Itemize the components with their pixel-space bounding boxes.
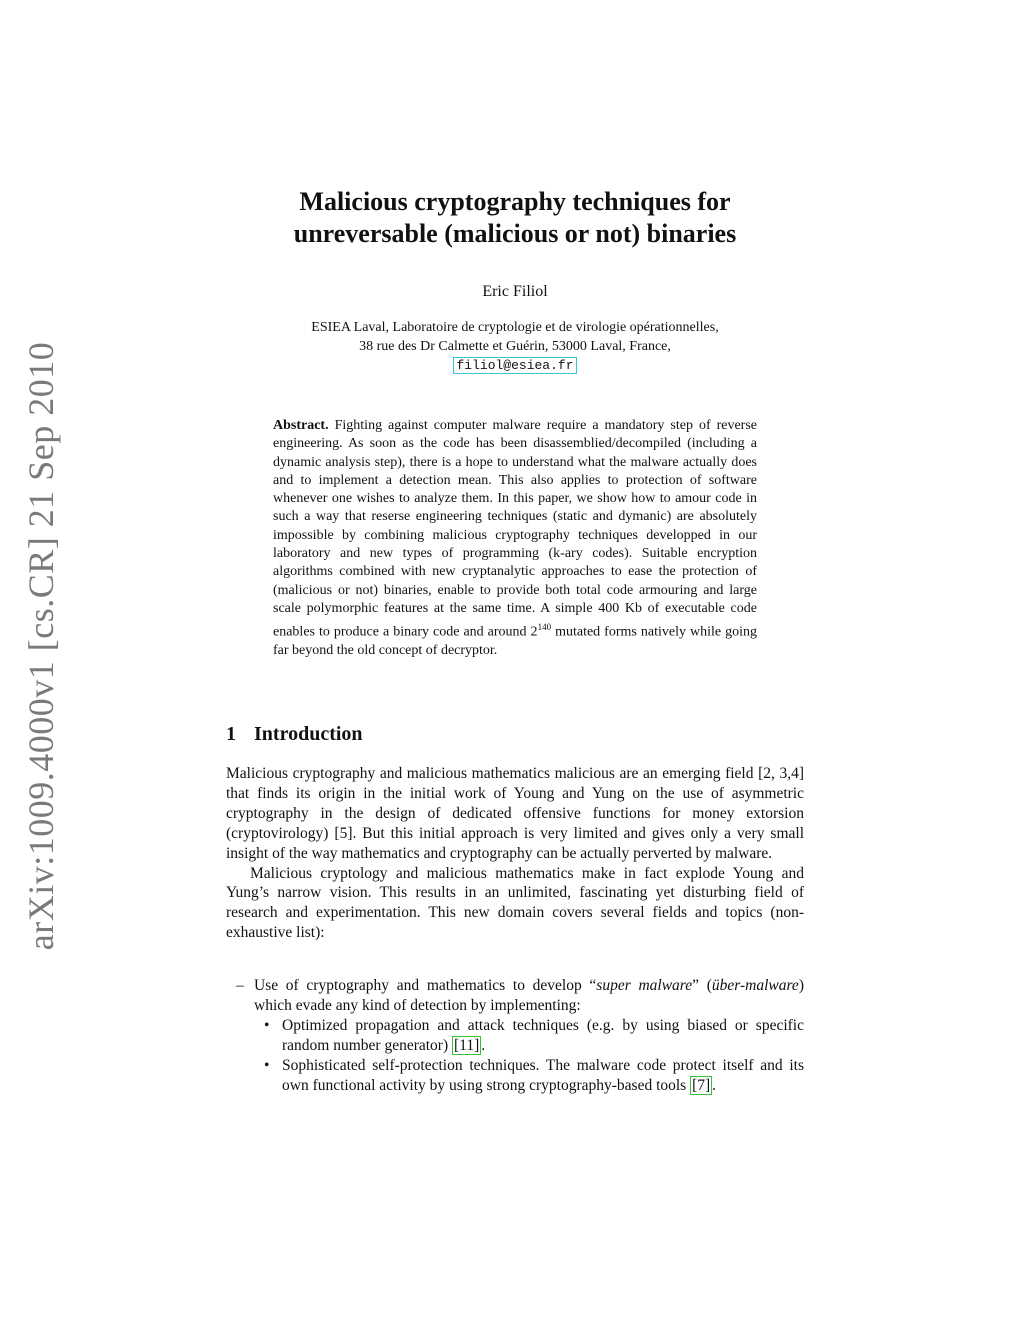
abstract bbox=[273, 417, 757, 661]
abstract-text-end: mutated forms natively while going far beyond the old concept of decryptor. bbox=[273, 624, 757, 659]
title-line-2: unreversable (malicious or not) binaries bbox=[293, 219, 737, 248]
author-name: Eric Filiol bbox=[482, 283, 548, 300]
arxiv-side-stamp bbox=[10, 341, 72, 951]
punctuation: . bbox=[712, 1076, 717, 1094]
dash-marker: – bbox=[236, 977, 244, 994]
citation-link[interactable]: [11] bbox=[454, 1036, 480, 1054]
introduction-body bbox=[226, 764, 804, 943]
paragraph-2: Malicious cryptology and malicious mathematics make in fact explode Young and Yung’s narrow vision. This results in an unlimited, fascinating yet disturbing field of research and experimentation. This new domain covers several fields and topics (non-exhaustive list): bbox=[226, 864, 804, 942]
list-item bbox=[226, 976, 804, 1095]
sub-list bbox=[254, 1016, 804, 1096]
abstract-exponent: 140 bbox=[537, 622, 552, 633]
paragraph-1: Malicious cryptography and malicious mathematics malicious are an emerging field [2, 3,4] that finds its origin in the initial work of Young and Yung on the use of asymmetric cryptography in the design of dedicated offensive functions for money extorsion (cryptovirology) [5]. But this initial approach is very limited and gives only a very small insight of the way mathematics and cryptography can be actually perverted by malware. bbox=[226, 765, 804, 862]
bullet-marker: • bbox=[264, 1016, 270, 1034]
list-item-emphasis: über-malware bbox=[711, 977, 799, 994]
punctuation: . bbox=[481, 1036, 486, 1054]
author-email-link[interactable]: filiol@esiea.fr bbox=[453, 357, 576, 374]
section-heading-introduction bbox=[226, 723, 363, 746]
section-number: 1 bbox=[226, 723, 236, 745]
list-item-text: ” ( bbox=[692, 977, 712, 994]
affiliation-line-2: 38 rue des Dr Calmette et Guérin, 53000 Laval, France, bbox=[359, 339, 671, 354]
topics-list bbox=[226, 976, 804, 1095]
list-item-text: ) which evade any kind of detection by implementing: bbox=[254, 977, 804, 1014]
paper-title bbox=[210, 186, 820, 250]
sub-list-item bbox=[254, 1016, 804, 1056]
abstract-text: Fighting against computer malware require a mandatory step of reverse engineering. As soon as the code has been disassemblied/decompiled (including a dynamic analysis step), there is a hope to understand what the malware actually does and to implement a detection mean. This also applies to protection of software whenever one wishes to analyze them. In this paper, we show how to amour code in such a way that reserse engineering techniques (static and dymanic) are absolutely impossible by combining malicious cryptography techniques developped in our laboratory and new types of programming (k-ary codes). Suitable encryption algorithms combined with new cryptanalytic approaches to ease the protection of (malicious or not) binaries, enable to provide both total code armouring and large scale polymorphic features at the same time. A simple 400 Kb of executable code enables to produce a binary code and around 2 bbox=[273, 418, 758, 640]
section-title: Introduction bbox=[254, 723, 363, 745]
arxiv-identifier: arXiv:1009.4000v1 [cs.CR] 21 Sep 2010 bbox=[21, 341, 61, 951]
affiliation bbox=[250, 318, 780, 375]
affiliation-line-1: ESIEA Laval, Laboratoire de cryptologie et de virologie opérationnelles, bbox=[311, 320, 719, 335]
sub-list-item-text: Sophisticated self-protection techniques. The malware code protect itself and its own functional activity by using strong cryptography-based tools bbox=[282, 1056, 804, 1094]
bullet-marker: • bbox=[264, 1056, 270, 1074]
title-line-1: Malicious cryptography techniques for bbox=[299, 187, 731, 216]
list-item-text: Use of cryptography and mathematics to develop “ bbox=[254, 977, 597, 994]
sub-list-item bbox=[254, 1056, 804, 1096]
list-item-emphasis: super malware bbox=[596, 977, 693, 994]
citation-link[interactable]: [7] bbox=[692, 1076, 711, 1094]
abstract-label: Abstract. bbox=[273, 418, 329, 433]
sub-list-item-text: Optimized propagation and attack techniques (e.g. by using biased or specific random number generator) bbox=[282, 1016, 804, 1054]
